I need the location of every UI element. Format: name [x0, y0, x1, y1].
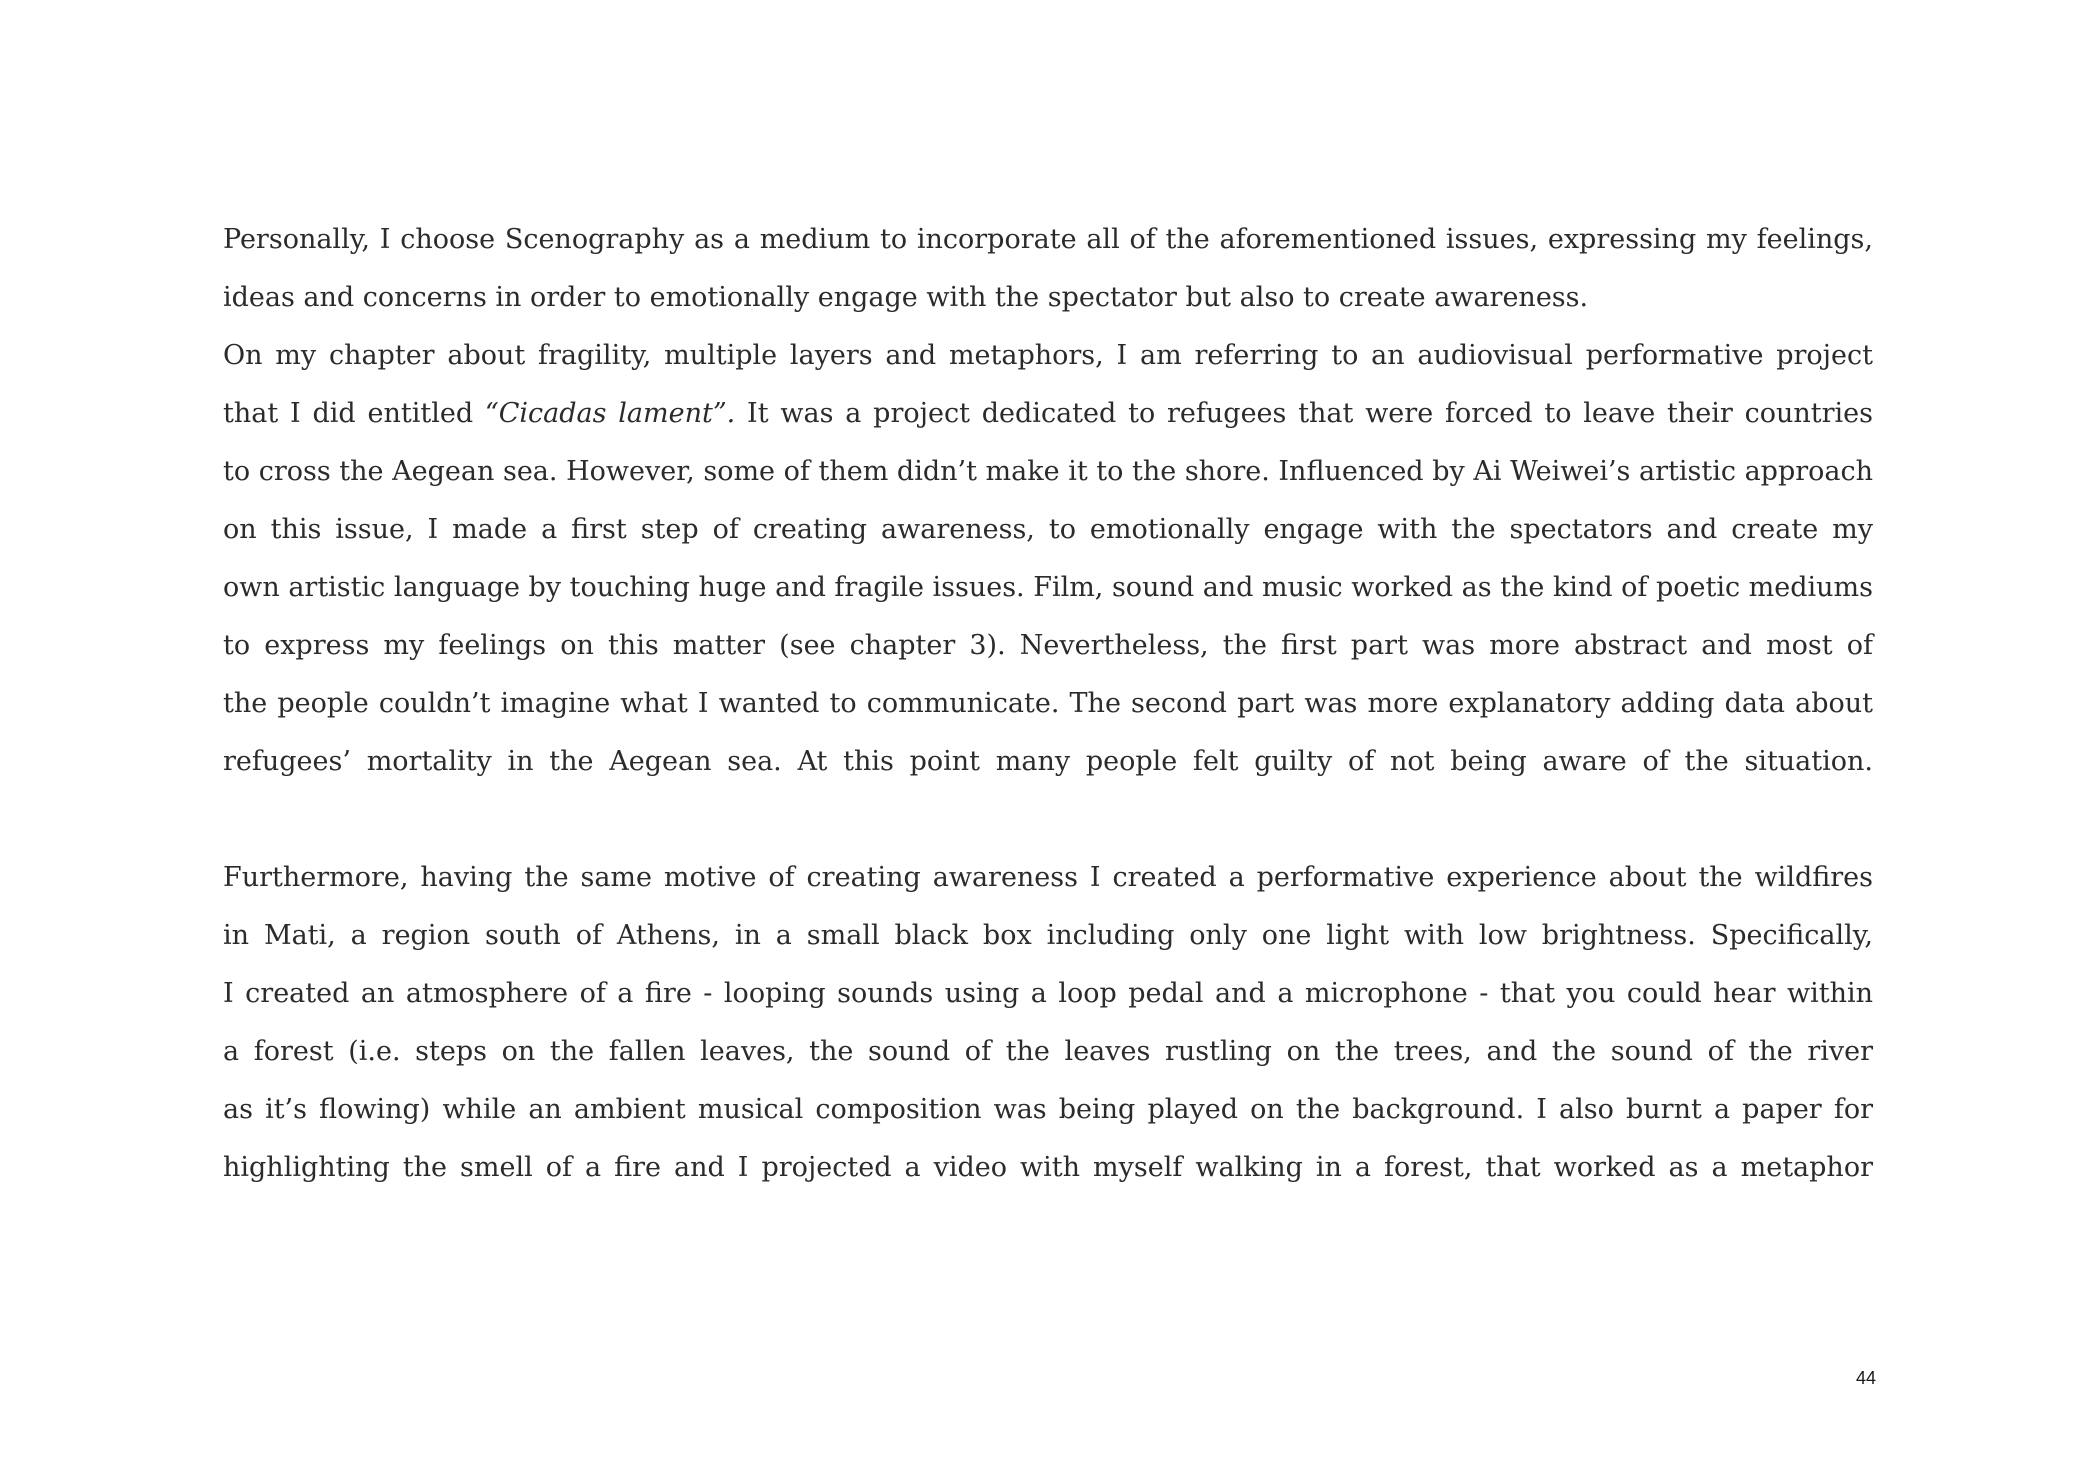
paragraph-3-line-5: as it’s flowing) while an ambient musical composition was being played on the background. I also burnt a paper for	[223, 1094, 1873, 1125]
paragraph-2-line-4: on this issue, I made a first step of creating awareness, to emotionally engage with the spectators and create my	[223, 514, 1873, 545]
paragraph-3-line-6: highlighting the smell of a fire and I projected a video with myself walking in a forest, that worked as a metaphor	[223, 1152, 1873, 1183]
paragraph-3-line-4: a forest (i.e. steps on the fallen leaves, the sound of the leaves rustling on the trees, and the sound of the river	[223, 1036, 1873, 1067]
paragraph-2-line-6: to express my feelings on this matter (see chapter 3). Nevertheless, the first part was more abstract and most of	[223, 630, 1873, 661]
paragraph-2-line-1: On my chapter about fragility, multiple layers and metaphors, I am referring to an audiovisual performative project	[223, 340, 1873, 371]
paragraph-2-line-7: the people couldn’t imagine what I wanted to communicate. The second part was more explanatory adding data about	[223, 688, 1873, 719]
paragraph-2-line-2-start: that I did entitled	[223, 398, 485, 429]
paragraph-1-line-1: Personally, I choose Scenography as a medium to incorporate all of the aforementioned issues, expressing my feelings,	[223, 224, 1873, 255]
paragraph-2-line-8: refugees’ mortality in the Aegean sea. At this point many people felt guilty of not being aware of the situation.	[223, 746, 1873, 777]
paragraph-3-line-2: in Mati, a region south of Athens, in a small black box including only one light with low brightness. Specifically,	[223, 920, 1873, 951]
project-title: “Cicadas lament”.	[484, 398, 736, 429]
paragraph-2-line-3: to cross the Aegean sea. However, some of them didn’t make it to the shore. Influenced by Ai Weiwei’s artistic approach	[223, 456, 1874, 487]
paragraph-2-line-2	[223, 394, 1873, 434]
paragraph-1-line-2: ideas and concerns in order to emotionally engage with the spectator but also to create awareness.	[223, 282, 1589, 313]
paragraph-2-line-2-end: It was a project dedicated to refugees that were forced to leave their countries	[735, 398, 1873, 429]
paragraph-2-line-5: own artistic language by touching huge and fragile issues. Film, sound and music worked as the kind of poetic mediums	[223, 572, 1873, 603]
paragraph-3-line-3: I created an atmosphere of a fire - looping sounds using a loop pedal and a microphone - that you could hear within	[223, 978, 1874, 1009]
paragraph-3-line-1: Furthermore, having the same motive of creating awareness I created a performative experience about the wildfires	[223, 862, 1873, 893]
page-number: 44	[1855, 1368, 1876, 1388]
